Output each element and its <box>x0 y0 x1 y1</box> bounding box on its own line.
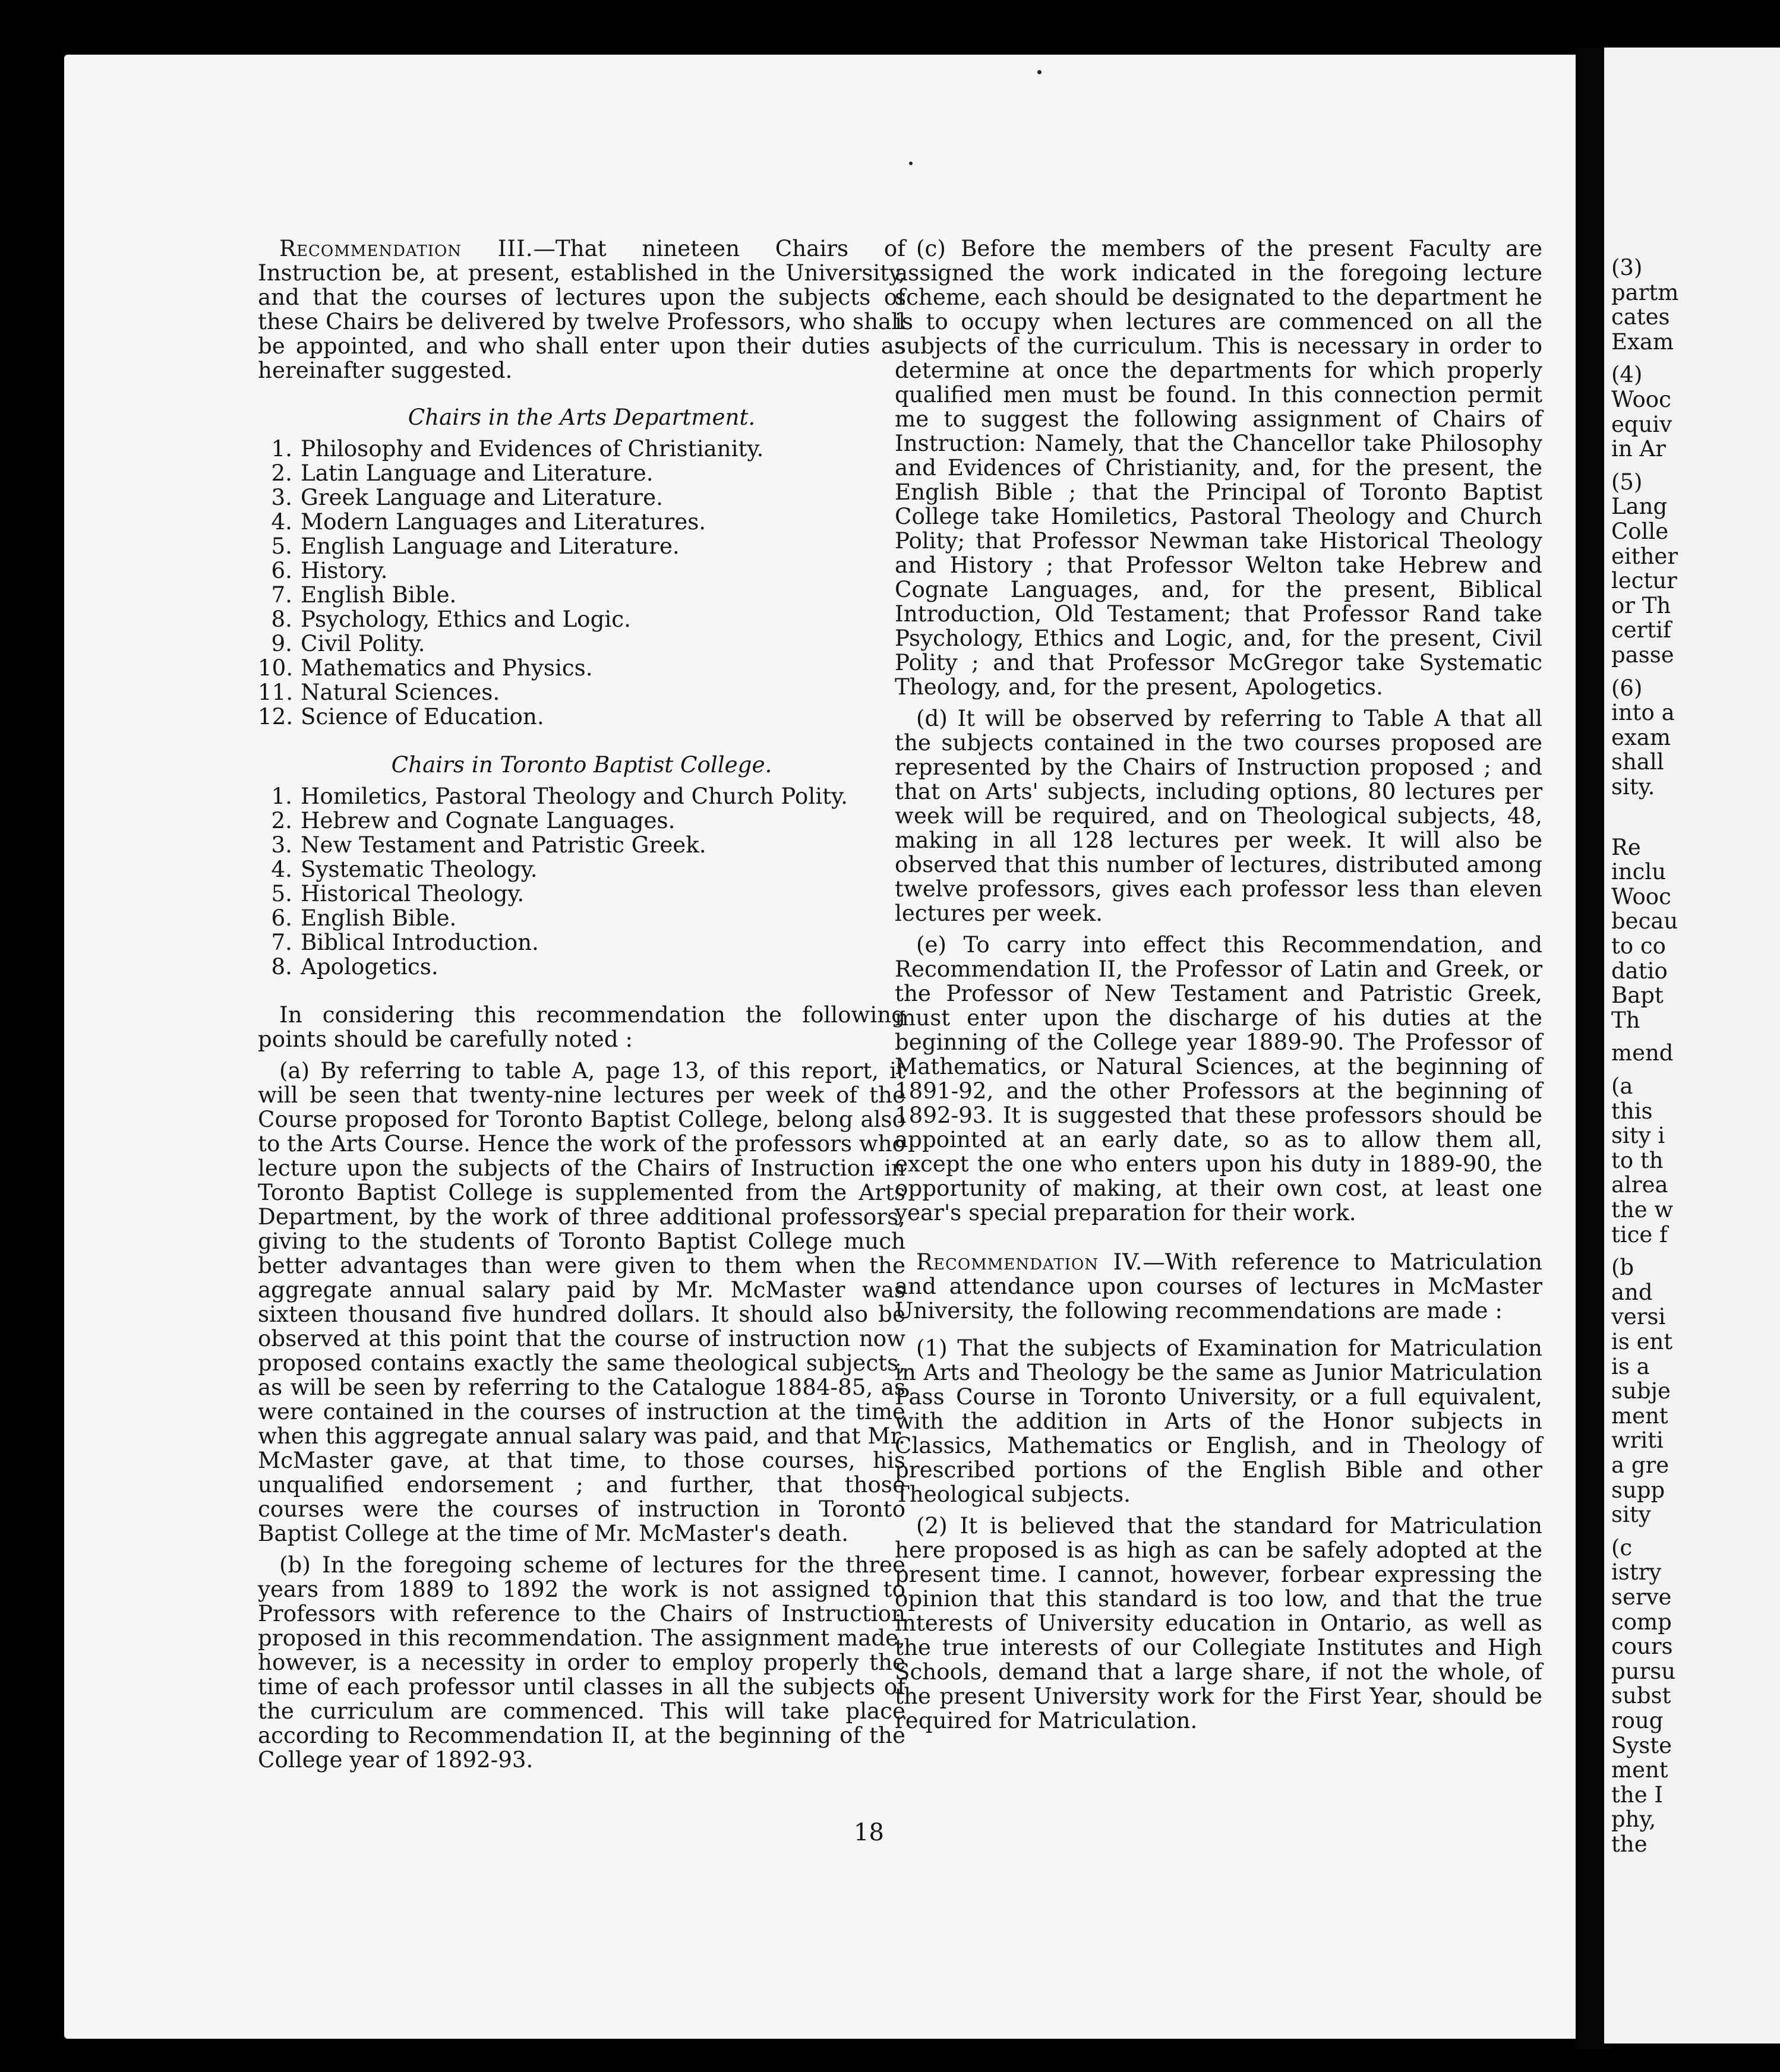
list-item-label: Mathematics and Physics. <box>301 655 593 681</box>
list-item <box>258 534 905 558</box>
list-item <box>258 680 905 705</box>
list-item <box>258 808 905 833</box>
considering-paragraph: In considering this recommendation the following points should be carefully noted : <box>258 1002 905 1052</box>
paragraph-a: (a) By referring to table A, page 13, of this report, it will be seen that twenty-nine lectures per week of the Course proposed for Toronto Baptist College, belong also to the Arts Course. Hence the work of the professors who lecture upon the subjects of the Chairs of Instruction in Toronto Baptist College is supplemented from the Arts Department, by the work of three additional professors, giving to the students of Toronto Baptist College much better advantages than were given to them when the aggregate annual salary paid by Mr. McMaster was sixteen thousand five hundred dollars. It should also be observed at this point that the course of instruction now proposed contains exactly the same theological subjects, as will be seen by referring to the Catalogue 1884-85, as were contained in the courses of instruction at the time when this aggregate annual salary was paid, and that Mr. McMaster gave, at that time, to those courses, his unqualified endorsement ; and further, that those courses were the courses of instruction in Toronto Baptist College at the time of Mr. McMaster's death. <box>258 1057 905 1546</box>
adjacent-page-fragment: istry <box>1611 1559 1662 1585</box>
list-item-label: Natural Sciences. <box>301 679 500 705</box>
list-item-label: New Testament and Patristic Greek. <box>301 832 706 858</box>
adjacent-page-fragment: this <box>1611 1098 1653 1124</box>
tbc-chairs-heading: Chairs in Toronto Baptist College. <box>391 751 772 778</box>
adjacent-page-fragment: either <box>1611 543 1678 569</box>
adjacent-page-fragment: and <box>1611 1279 1653 1305</box>
adjacent-page-fragment: (4) <box>1611 362 1643 388</box>
list-item-label: Apologetics. <box>301 953 438 980</box>
list-item <box>258 583 905 607</box>
adjacent-page-fragment: into a <box>1611 700 1675 726</box>
adjacent-page-fragment: certif <box>1611 617 1671 643</box>
list-item-number: 11. <box>258 679 293 705</box>
adjacent-page-fragment: (c <box>1611 1534 1633 1561</box>
adjacent-page-fragment: or Th <box>1611 592 1671 618</box>
adjacent-page-fragment: (5) <box>1611 469 1643 495</box>
adjacent-page-fragment: becau <box>1611 908 1678 934</box>
adjacent-page-fragment: Colle <box>1611 519 1669 544</box>
list-item-number: 2. <box>271 460 292 486</box>
adjacent-page-fragment: lectur <box>1611 568 1677 594</box>
adjacent-page-fragment: writi <box>1611 1427 1664 1454</box>
adjacent-page-fragment: cates <box>1611 304 1670 330</box>
list-item-number: 12. <box>258 703 293 729</box>
adjacent-page-fragment: Wooc <box>1611 883 1671 909</box>
adjacent-page-fragment: sity <box>1611 1502 1651 1528</box>
recommendation-4-text: —With reference to Matriculation and attendance upon courses of lectures in McMaster University, the following recommendations are made : <box>895 1249 1542 1324</box>
item-1: (1) That the subjects of Examination for Matriculation in Arts and Theology be the same as Junior Matriculation Pass Course in Toronto University, or a full equivalent, with the addition in Arts of the Honor subjects in Classics, Mathematics or English, and in Theology of prescribed portions of the English Bible and other Theological subjects. <box>895 1335 1542 1507</box>
list-item <box>258 461 905 485</box>
adjacent-page-fragment: alrea <box>1611 1172 1668 1198</box>
list-item <box>258 705 905 729</box>
list-item <box>258 656 905 680</box>
list-item-number: 3. <box>271 832 292 858</box>
adjacent-page-fragment: Re <box>1611 834 1641 860</box>
left-column <box>258 236 905 1779</box>
list-item-number: 4. <box>271 508 292 535</box>
list-item <box>258 558 905 583</box>
paragraph-c: (c) Before the members of the present Faculty are assigned the work indicated in the foregoing lecture scheme, each should be designated to the department he is to occupy when lectures are commenced on all the subjects of the curriculum. This is necessary in order to determine at once the departments for which properly qualified men must be found. In this connection permit me to suggest the following assignment of Chairs of Instruction: Namely, that the Chancellor take Philosophy and Evidences of Christianity, and, for the present, the English Bible ; that the Principal of Toronto Baptist College take Homiletics, Pastoral Theology and Church Polity; that Professor Newman take Historical Theology and History ; that Professor Welton take Hebrew and Cognate Languages, and, for the present, Biblical Introduction, Old Testament; that Professor Rand take Psychology, Ethics and Logic, and, for the present, Civil Polity ; and that Professor McGregor take Systematic Theology, and, for the present, Apologetics. <box>895 235 1542 700</box>
adjacent-page-fragment: is a <box>1611 1353 1650 1379</box>
adjacent-page-fragment: the <box>1611 1831 1648 1857</box>
adjacent-page-fragment: the w <box>1611 1197 1674 1223</box>
list-item-label: Homiletics, Pastoral Theology and Church Polity. <box>301 783 848 809</box>
adjacent-page-fragment: (3) <box>1611 255 1643 280</box>
list-item <box>258 437 905 461</box>
adjacent-page-fragment: partm <box>1611 279 1679 305</box>
recommendation-3-text: —That nineteen Chairs of Instruction be, at present, established in the University, and that the courses of lectures upon the subjects of these Chairs be delivered by twelve Professors, who shall be appointed, and who shall enter upon their duties as hereinafter suggested. <box>258 235 905 383</box>
adjacent-page-fragment: phy, <box>1611 1806 1656 1833</box>
speck-mark <box>1037 70 1042 74</box>
list-item <box>258 607 905 631</box>
list-item-label: Historical Theology. <box>301 880 525 907</box>
arts-chairs-list <box>258 437 905 729</box>
list-item <box>258 882 905 906</box>
list-item <box>258 930 905 955</box>
recommendation-4 <box>895 1250 1542 1323</box>
list-item-label: English Bible. <box>301 905 457 931</box>
adjacent-page-fragment: cours <box>1611 1634 1673 1660</box>
adjacent-page-fragment: Th <box>1611 1007 1640 1033</box>
list-item <box>258 485 905 510</box>
list-item-number: 4. <box>271 856 292 882</box>
list-item-label: Philosophy and Evidences of Christianity. <box>301 435 764 462</box>
paragraph-b: (b) In the foregoing scheme of lectures for the three years from 1889 to 1892 the work is not assigned to Professors with reference to the Chairs of Instruction proposed in this recommendation. The assignment made, however, is a necessity in order to employ properly the time of each professor until classes in all the subjects of the curriculum are commenced. This will take place according to Recommendation II, at the beginning of the College year of 1892-93. <box>258 1552 905 1773</box>
adjacent-page-fragment: subst <box>1611 1683 1671 1709</box>
list-item <box>258 833 905 857</box>
list-item <box>258 857 905 882</box>
list-item-number: 1. <box>271 783 292 809</box>
list-item-label: Greek Language and Literature. <box>301 484 663 510</box>
adjacent-page-fragment: exam <box>1611 724 1671 750</box>
list-item-label: Systematic Theology. <box>301 856 538 882</box>
list-item-number: 5. <box>271 533 292 559</box>
adjacent-page-fragment: Exam <box>1611 329 1674 355</box>
adjacent-page-fragment: passe <box>1611 642 1674 668</box>
adjacent-page-fragment: in Ar <box>1611 436 1666 462</box>
list-item-label: History. <box>301 557 388 583</box>
adjacent-page-fragment: sity i <box>1611 1123 1665 1149</box>
paragraph-e: (e) To carry into effect this Recommendation, and Recommendation II, the Professor of Latin and Greek, or the Professor of New Testament and Patristic Greek, must enter upon the discharge of his duties at the beginning of the College year 1889-90. The Professor of Mathematics, or Natural Sciences, at the beginning of 1891-92, and the other Professors at the beginning of 1892-93. It is suggested that these professors should be appointed at an early date, so as to allow them all, except the one who enters upon his duty in 1889-90, the opportunity of making, at their own cost, at least one year's special preparation for their work. <box>895 931 1542 1225</box>
adjacent-page-fragment: tice f <box>1611 1221 1668 1247</box>
list-item <box>258 631 905 656</box>
recommendation-4-label: Recommendation IV. <box>916 1249 1143 1275</box>
adjacent-page-edge <box>1604 48 1780 2043</box>
section-gap <box>895 1232 1542 1250</box>
list-item <box>258 784 905 808</box>
list-item-number: 6. <box>271 557 292 583</box>
adjacent-page-fragment: roug <box>1611 1708 1664 1733</box>
list-item-number: 8. <box>271 606 292 632</box>
list-item-label: English Language and Literature. <box>301 533 680 559</box>
adjacent-page-fragment: serve <box>1611 1584 1672 1610</box>
adjacent-page-fragment: Wooc <box>1611 387 1671 412</box>
list-item-label: Modern Languages and Literatures. <box>301 508 706 535</box>
adjacent-page-fragment: is ent <box>1611 1329 1673 1354</box>
adjacent-page-fragment: (b <box>1611 1255 1634 1281</box>
adjacent-page-fragment: to th <box>1611 1147 1664 1173</box>
list-item-number: 9. <box>271 630 292 656</box>
right-column <box>895 236 1542 1740</box>
item-2: (2) It is believed that the standard for Matriculation here proposed is as high as can be safely adopted at the present time. I cannot, however, forbear expressing the opinion that this standard is too low, and that the true interests of University education in Ontario, as well as the true interests of our Collegiate Institutes and High Schools, demand that a large share, if not the whole, of the present University work for the First Year, should be required for Matriculation. <box>895 1512 1542 1733</box>
list-item-label: English Bible. <box>301 582 457 608</box>
list-item-label: Civil Polity. <box>301 630 425 656</box>
adjacent-page-fragment: ment <box>1611 1757 1668 1783</box>
adjacent-page-fragment: Lang <box>1611 494 1668 520</box>
adjacent-page-fragment: a gre <box>1611 1452 1669 1478</box>
list-item-label: Biblical Introduction. <box>301 929 539 955</box>
arts-chairs-heading: Chairs in the Arts Department. <box>408 404 756 430</box>
list-item-label: Latin Language and Literature. <box>301 460 654 486</box>
list-item <box>258 906 905 930</box>
adjacent-page-fragment: Syste <box>1611 1732 1672 1758</box>
list-item-number: 1. <box>271 435 292 462</box>
adjacent-page-fragment: pursu <box>1611 1658 1676 1684</box>
list-item-label: Hebrew and Cognate Languages. <box>301 807 676 833</box>
adjacent-page-fragment: equiv <box>1611 411 1672 437</box>
adjacent-page-fragment: comp <box>1611 1609 1672 1635</box>
adjacent-page-fragment: Bapt <box>1611 983 1664 1009</box>
list-item-number: 8. <box>271 953 292 980</box>
adjacent-page-fragment: supp <box>1611 1477 1665 1503</box>
speck-mark <box>909 162 913 165</box>
adjacent-page-fragment: mend <box>1611 1040 1674 1066</box>
page-number: 18 <box>854 1819 884 1846</box>
list-item <box>258 955 905 979</box>
list-item-number: 10. <box>258 655 293 681</box>
adjacent-page-fragment: (a <box>1611 1073 1633 1099</box>
list-item-label: Psychology, Ethics and Logic. <box>301 606 631 632</box>
list-item-number: 7. <box>271 929 292 955</box>
list-item-number: 6. <box>271 905 292 931</box>
adjacent-page-fragment: sity. <box>1611 774 1655 800</box>
adjacent-page-fragment: datio <box>1611 958 1668 984</box>
list-item-number: 7. <box>271 582 292 608</box>
adjacent-page-fragment: versi <box>1611 1304 1666 1330</box>
tbc-chairs-list <box>258 784 905 979</box>
adjacent-page-fragment: to co <box>1611 933 1666 959</box>
adjacent-page-fragment: ment <box>1611 1403 1668 1429</box>
list-item-number: 2. <box>271 807 292 833</box>
list-item-label: Science of Education. <box>301 703 544 729</box>
list-item <box>258 510 905 534</box>
adjacent-page-fragment: subje <box>1611 1378 1671 1404</box>
paragraph-d: (d) It will be observed by referring to Table A that all the subjects contained in the two courses proposed are represented by the Chairs of Instruction proposed ; and that on Arts' subjects, including options, 80 lectures per week will be required, and on Theological subjects, 48, making in all 128 lectures per week. It will also be observed that this number of lectures, distributed among twelve professors, gives each professor less than eleven lectures per week. <box>895 705 1542 926</box>
recommendation-3-label: Recommendation III. <box>279 235 534 261</box>
list-item-number: 5. <box>271 880 292 907</box>
recommendation-3 <box>258 236 905 383</box>
adjacent-page-fragment: the I <box>1611 1782 1663 1808</box>
adjacent-page-fragment: (6) <box>1611 675 1643 701</box>
list-item-number: 3. <box>271 484 292 510</box>
adjacent-page-fragment: shall <box>1611 749 1664 775</box>
adjacent-page-fragment: inclu <box>1611 859 1667 885</box>
